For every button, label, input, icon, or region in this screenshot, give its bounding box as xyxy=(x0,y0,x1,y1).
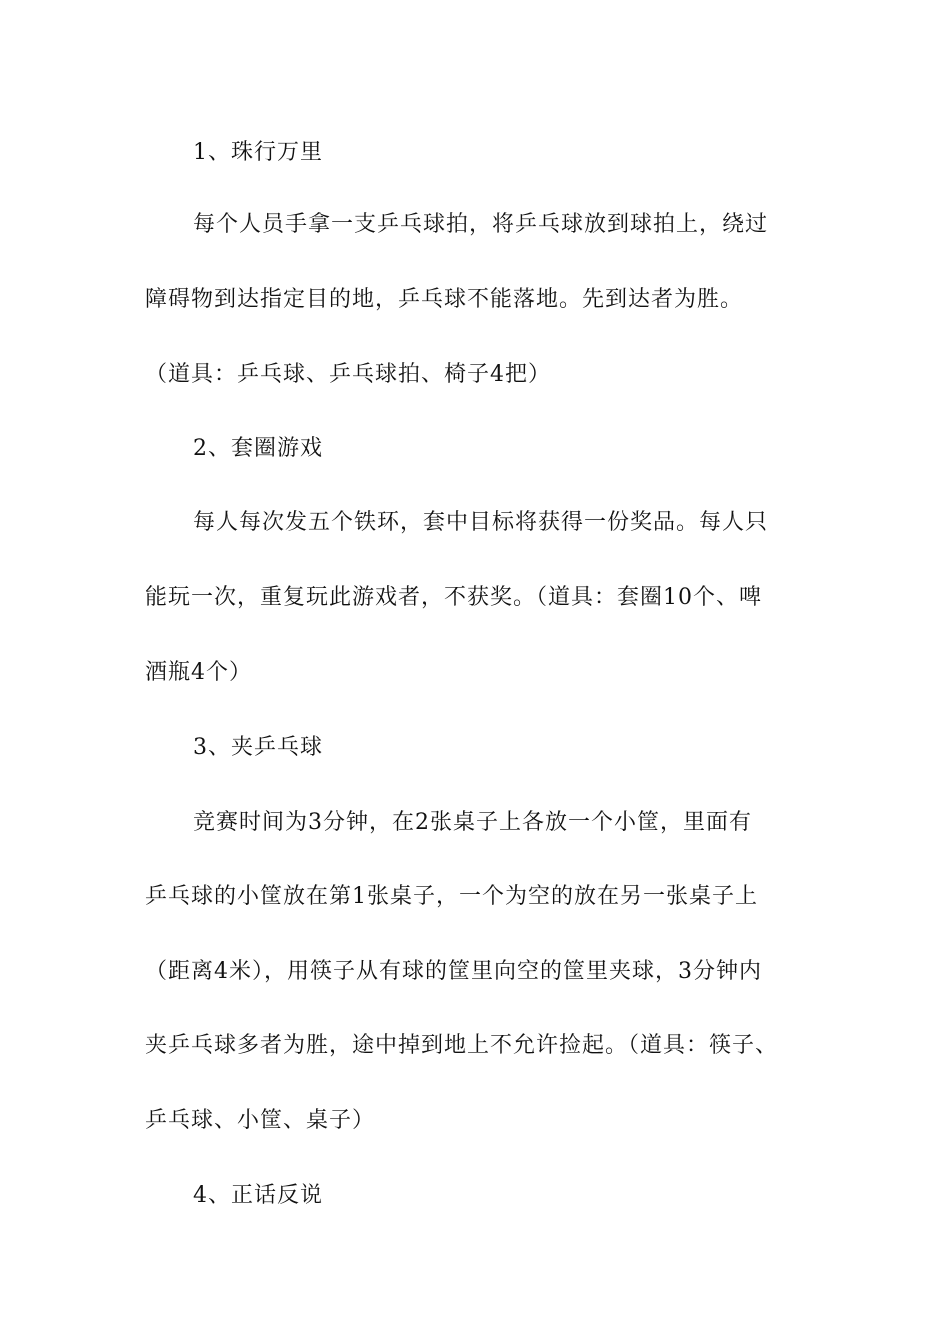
section-1-heading: 1、珠行万里 xyxy=(193,140,323,165)
section-2-line-3: 酒瓶4个） xyxy=(145,660,252,685)
section-3-heading: 3、夹乒乓球 xyxy=(193,735,323,760)
section-3-line-3: （距离4米），用筷子从有球的筐里向空的筐里夹球，3分钟内 xyxy=(145,959,762,984)
section-3-line-2: 乒乓球的小筐放在第1张桌子，一个为空的放在另一张桌子上 xyxy=(145,884,758,909)
section-3-line-1: 竞赛时间为3分钟，在2张桌子上各放一个小筐，里面有 xyxy=(193,810,752,835)
section-1-line-2: 障碍物到达指定目的地，乒乓球不能落地。先到达者为胜。 xyxy=(145,287,744,312)
section-4-heading: 4、正话反说 xyxy=(193,1183,323,1208)
section-1-line-3: （道具：乒乓球、乒乓球拍、椅子4把） xyxy=(145,362,551,387)
section-3-line-5: 乒乓球、小筐、桌子） xyxy=(145,1108,376,1133)
section-2-heading: 2、套圈游戏 xyxy=(193,436,323,461)
section-1-line-1: 每个人员手拿一支乒乓球拍，将乒乓球放到球拍上，绕过 xyxy=(193,212,769,237)
section-2-line-2: 能玩一次，重复玩此游戏者，不获奖。（道具：套圈10个、啤 xyxy=(145,585,762,610)
section-3-line-4: 夹乒乓球多者为胜，途中掉到地上不允许捡起。（道具：筷子、 xyxy=(145,1033,779,1058)
section-2-line-1: 每人每次发五个铁环，套中目标将获得一份奖品。每人只 xyxy=(193,510,769,535)
